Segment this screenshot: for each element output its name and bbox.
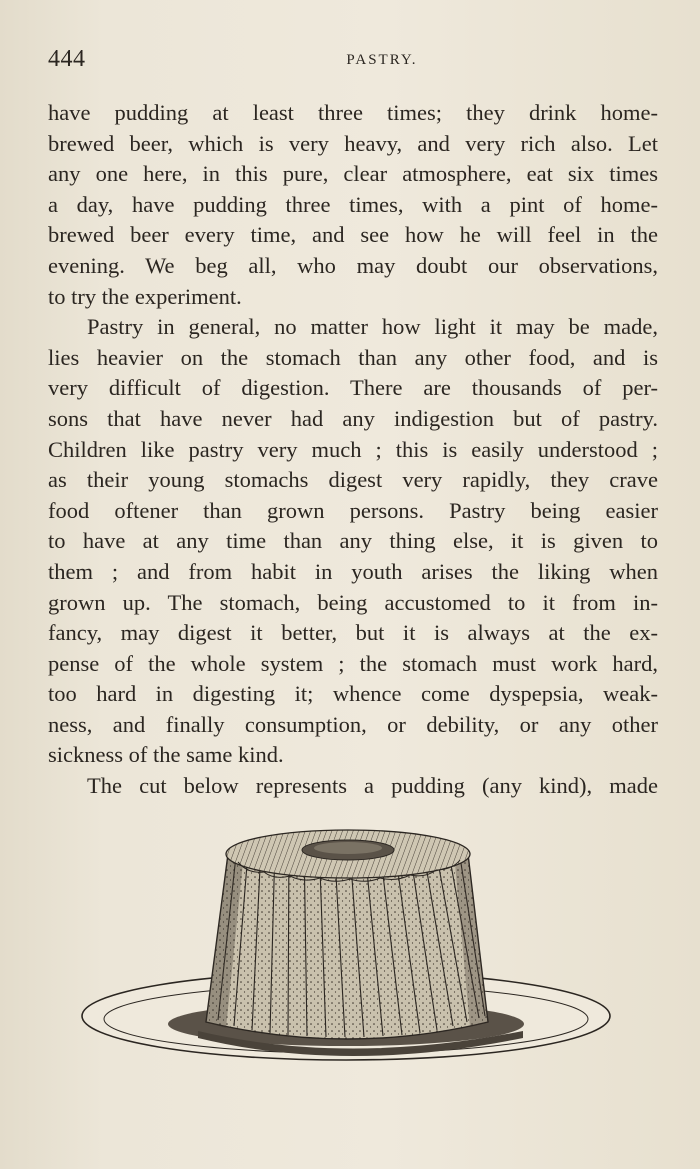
text-line: to have at any time than any thing else, it is given to (48, 528, 658, 554)
text-line: them ; and from habit in youth arises the liking when (48, 558, 658, 584)
pudding-illustration (78, 826, 618, 1076)
text-line: to try the experiment. (48, 283, 242, 309)
text-line: as their young stomachs digest very rapidly, they crave (48, 467, 658, 493)
text-line: fancy, may digest it better, but it is always at the ex- (48, 620, 658, 646)
text-line: a day, have pudding three times, with a pint of home- (48, 191, 658, 217)
text-line: pense of the whole system ; the stomach must work hard, (48, 650, 658, 676)
text-line: Children like pastry very much ; this is easily understood ; (48, 436, 658, 462)
text-line: evening. We beg all, who may doubt our observations, (48, 252, 658, 278)
text-line: ness, and finally consumption, or debility, or any other (48, 711, 658, 737)
page-number: 444 (48, 46, 86, 72)
text-line: Pastry in general, no matter how light it may be made, (87, 314, 658, 340)
text-line: brewed beer, which is very heavy, and very rich also. Let (48, 130, 658, 156)
text-line: brewed beer every time, and see how he will feel in the (48, 222, 658, 248)
text-line: any one here, in this pure, clear atmosphere, eat six times (48, 161, 658, 187)
running-title: PASTRY. (346, 52, 418, 68)
page-header (48, 46, 656, 78)
text-line: sickness of the same kind. (48, 742, 284, 768)
text-line: food oftener than grown persons. Pastry being easier (48, 497, 658, 523)
text-line: grown up. The stomach, being accustomed to it from in- (48, 589, 658, 615)
body-text (48, 98, 658, 802)
text-line: very difficult of digestion. There are thousands of per- (48, 375, 658, 401)
text-line: have pudding at least three times; they drink home- (48, 100, 658, 125)
text-line: sons that have never had any indigestion but of pastry. (48, 405, 658, 431)
text-line: too hard in digesting it; whence come dyspepsia, weak- (48, 681, 658, 707)
text-line: lies heavier on the stomach than any other food, and is (48, 344, 658, 370)
text-line: The cut below represents a pudding (any kind), made (87, 773, 658, 799)
